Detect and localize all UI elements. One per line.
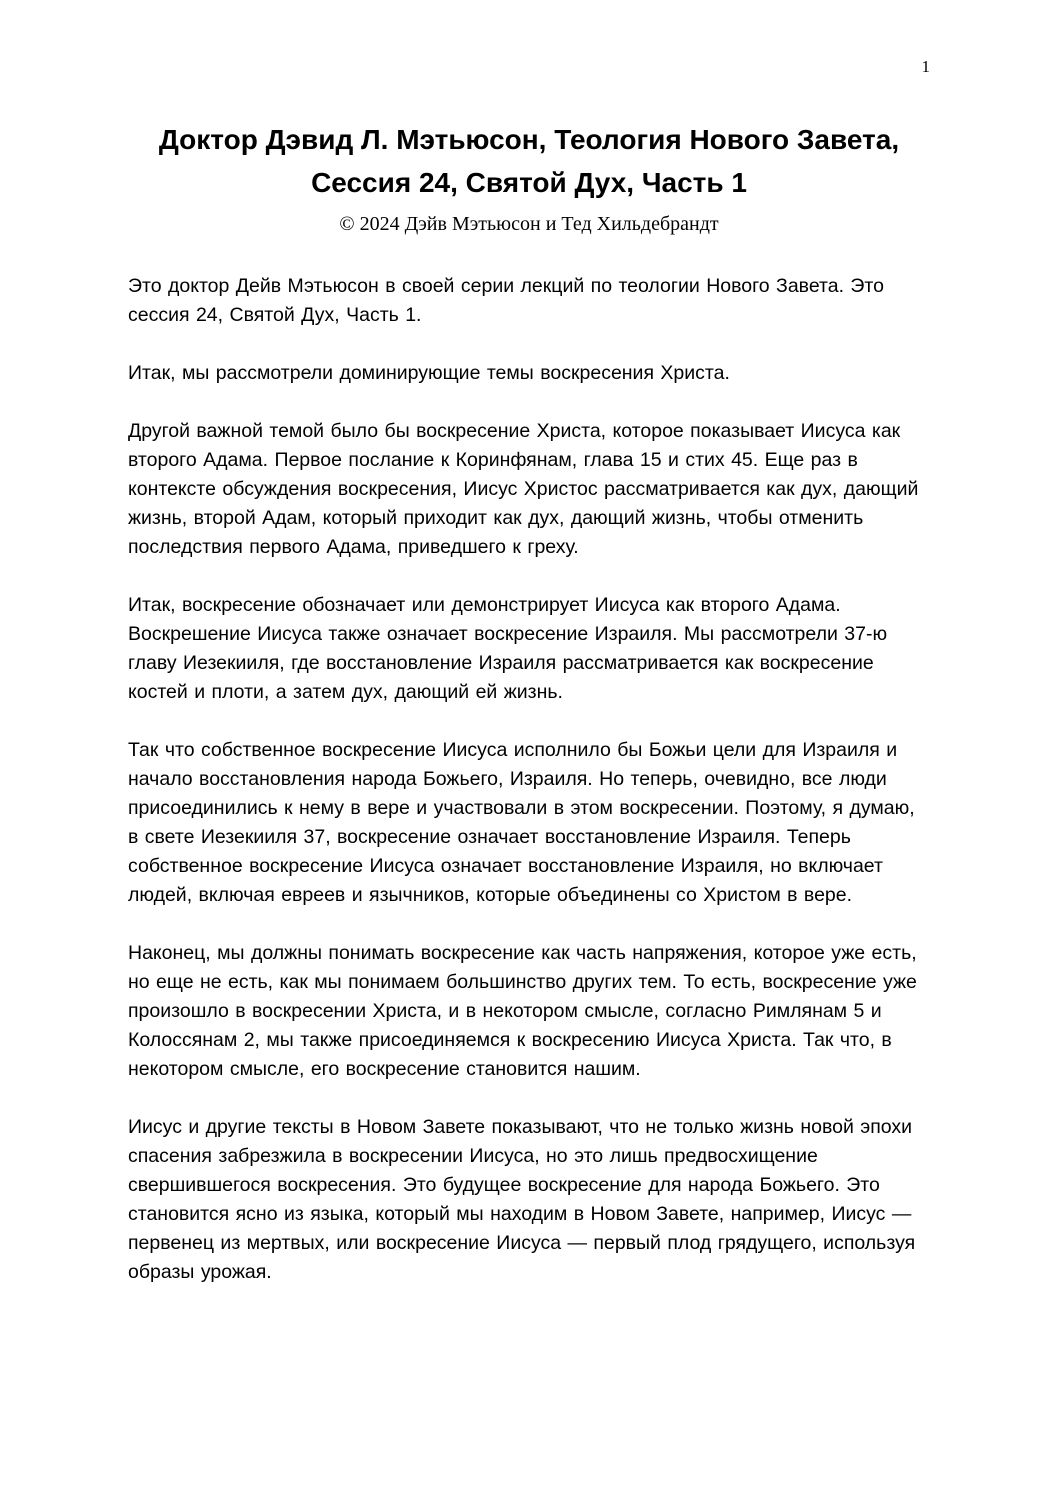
document-title-line-2: Сессия 24, Святой Дух, Часть 1 (311, 167, 747, 198)
paragraph-2: Итак, мы рассмотрели доминирующие темы воскресения Христа. (128, 362, 730, 384)
page-number: 1 (921, 57, 930, 76)
document-title-line-1: Доктор Дэвид Л. Мэтьюсон, Теология Нового Завета, (158, 124, 900, 155)
paragraph-7: Иисус и другие тексты в Новом Завете показывают, что не только жизнь новой эпохи спасения забрезжила в воскресении Иисуса, но это лишь предвосхищение свершившегося воскресения. Это будущее воскресение для народа Божьего. Это становится ясно из языка, который мы находим в Новом Завете, например, Иисус — первенец из мертвых, или воскресение Иисуса — первый плод грядущего, используя образы урожая. (128, 1116, 916, 1283)
paragraph-5: Так что собственное воскресение Иисуса исполнило бы Божьи цели для Израиля и начало восстановления народа Божьего, Израиля. Но теперь, очевидно, все люди присоединились к нему в вере и участвовали в этом воскресении. Поэтому, я думаю, в свете Иезекииля 37, воскресение означает восстановление Израиля. Теперь собственное воскресение Иисуса означает восстановление Израиля, но включает людей, включая евреев и язычников, которые объединены со Христом в вере. (128, 739, 915, 906)
document-title (128, 118, 930, 204)
paragraph-4: Итак, воскресение обозначает или демонстрирует Иисуса как второго Адама. Воскрешение Иисуса также означает воскресение Израиля. Мы рассмотрели 37-ю главу Иезекииля, где восстановление Израиля рассматривается как воскресение костей и плоти, а затем дух, дающий ей жизнь. (128, 594, 888, 703)
document-body (128, 272, 930, 1287)
paragraph-6: Наконец, мы должны понимать воскресение как часть напряжения, которое уже есть, но еще не есть, как мы понимаем большинство других тем. То есть, воскресение уже произошло в воскресении Христа, и в некотором смысле, согласно Римлянам 5 и Колоссянам 2, мы также присоединяемся к воскресению Иисуса Христа. Так что, в некотором смысле, его воскресение становится нашим. (128, 942, 917, 1080)
paragraph-1: Это доктор Дейв Мэтьюсон в своей серии лекций по теологии Нового Завета. Это сессия 24, Святой Дух, Часть 1. (128, 275, 884, 326)
paragraph-3: Другой важной темой было бы воскресение Христа, которое показывает Иисуса как второго Адама. Первое послание к Коринфянам, глава 15 и стих 45. Еще раз в контексте обсуждения воскресения, Иисус Христос рассматривается как дух, дающий жизнь, второй Адам, который приходит как дух, дающий жизнь, чтобы отменить последствия первого Адама, приведшего к греху. (128, 420, 919, 558)
copyright-line: © 2024 Дэйв Мэтьюсон и Тед Хильдебрандт (339, 213, 719, 235)
